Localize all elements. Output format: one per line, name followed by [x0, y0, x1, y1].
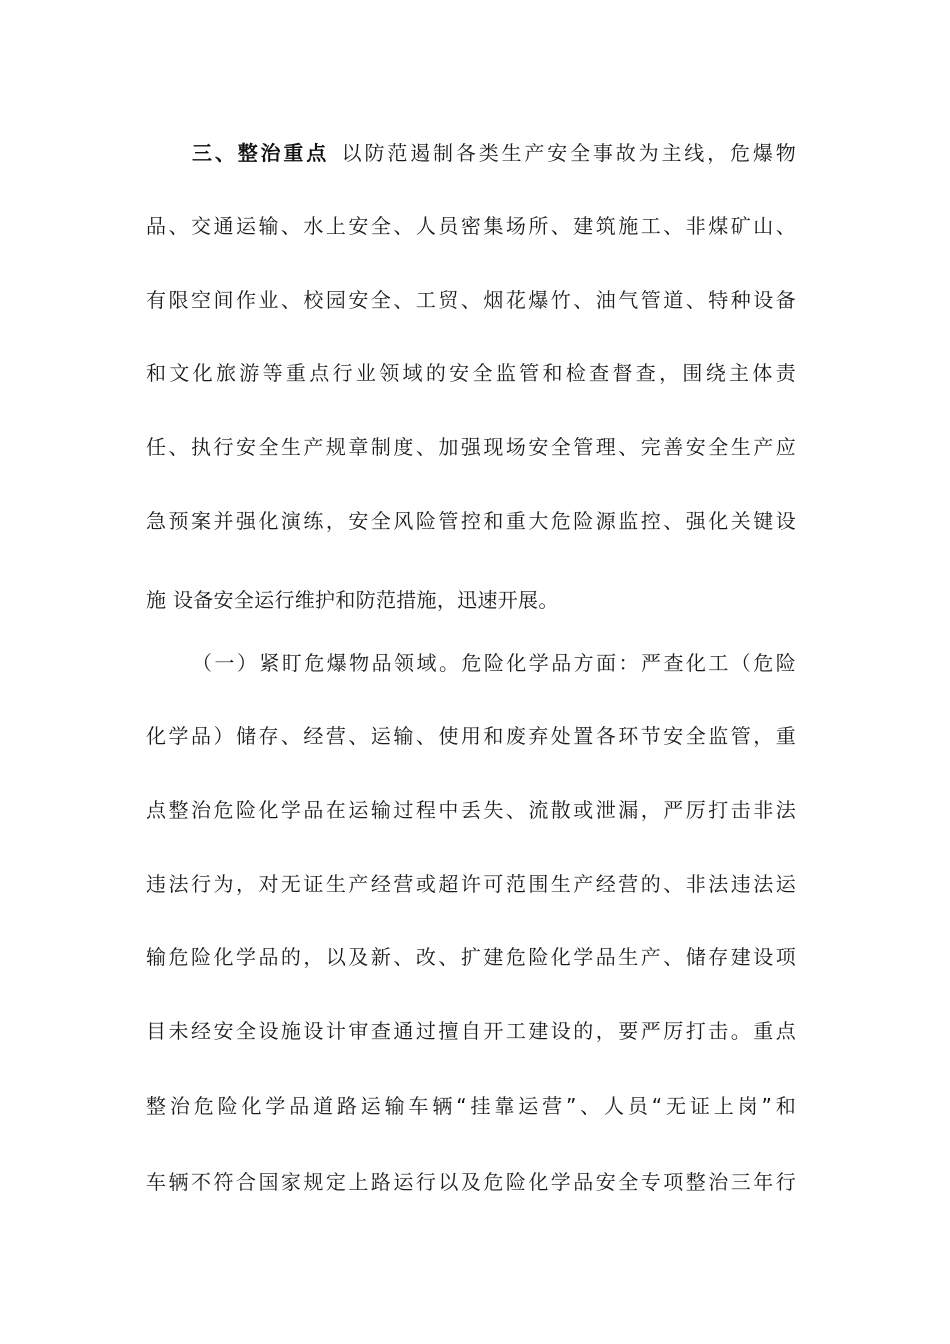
subsection1-line-6: 目未经安全设施设计审查通过擅自开工建设的，要严厉打击。重点: [146, 1019, 796, 1043]
subsection1-line-1: （一）紧盯危爆物品领域。危险化学品方面：严查化工（危险: [192, 651, 796, 675]
section3-heading: 三、整治重点: [192, 141, 330, 165]
subsection1-line-7: 整治危险化学品道路运输车辆“挂靠运营”、人员“无证上岗”和: [146, 1094, 796, 1118]
subsection1-line-4: 违法行为，对无证生产经营或超许可范围生产经营的、非法违法运: [146, 872, 796, 896]
section3-line-2: 品、交通运输、水上安全、人员密集场所、建筑施工、非煤矿山、: [146, 214, 796, 238]
section3-line-4: 和文化旅游等重点行业领域的安全监管和检查督查，围绕主体责: [146, 361, 796, 385]
section3-line-5: 任、执行安全生产规章制度、加强现场安全管理、完善安全生产应: [146, 435, 796, 459]
section3-line-1-text: 以防范遏制各类生产安全事故为主线，危爆物: [339, 141, 796, 165]
subsection1-line-5: 输危险化学品的，以及新、改、扩建危险化学品生产、储存建设项: [146, 945, 796, 969]
section3-line-7: 施 设备安全运行维护和防范措施，迅速开展。: [146, 588, 559, 612]
subsection1-line-2: 化学品）储存、经营、运输、使用和废弃处置各环节安全监管，重: [146, 724, 796, 748]
subsection1-line-3: 点整治危险化学品在运输过程中丢失、流散或泄漏，严厉打击非法: [146, 798, 796, 822]
section3-line-6: 急预案并强化演练，安全风险管控和重大危险源监控、强化关键设: [146, 509, 796, 533]
section3-line-3: 有限空间作业、校园安全、工贸、烟花爆竹、油气管道、特种设备: [146, 288, 796, 312]
section3-line-1: [192, 138, 796, 168]
subsection1-line-8: 车辆不符合国家规定上路运行以及危险化学品安全专项整治三年行: [146, 1170, 796, 1194]
